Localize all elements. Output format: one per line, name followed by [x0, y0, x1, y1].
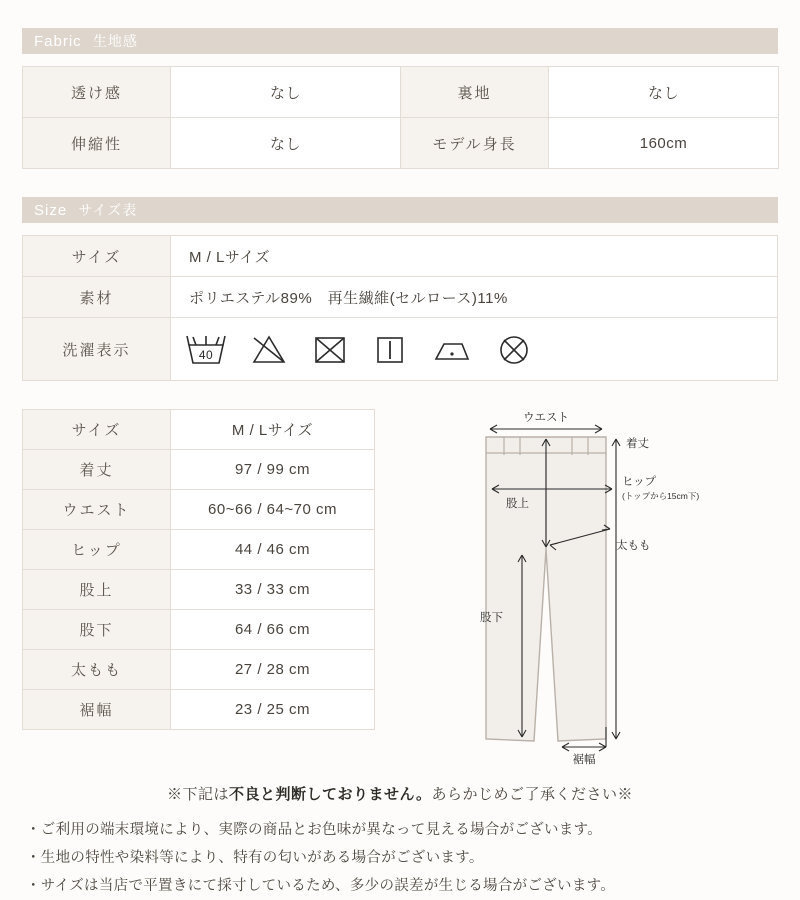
- section-header-size: [22, 197, 778, 223]
- spacer-before-size-header: [22, 169, 778, 197]
- no-tumble-dry-icon: [311, 332, 349, 366]
- table-row: [23, 610, 375, 650]
- spacer-after-fabric-header: [22, 54, 778, 66]
- no-dry-clean-icon: [495, 332, 533, 366]
- table-row: [23, 650, 375, 690]
- spec-label-wash: 洗濯表示: [23, 318, 171, 381]
- iron-low-icon: [431, 332, 473, 366]
- fabric-label-model-height: モデル身長: [401, 118, 549, 169]
- fabric-value-model-height: 160cm: [549, 118, 779, 169]
- meas-label-inseam: 股下: [23, 610, 171, 650]
- spacer-after-size-header: [22, 223, 778, 235]
- spec-label-size: サイズ: [23, 236, 171, 277]
- spec-value-size: M / Lサイズ: [171, 236, 778, 277]
- list-item: ・生地の特性や染料等により、特有の匂いがある場合がございます。: [26, 850, 484, 866]
- table-row: [23, 490, 375, 530]
- list-item: ・サイズは当店で平置きにて採寸しているため、多少の誤差が生じる場合がございます。: [26, 878, 616, 894]
- top-spacer: [22, 0, 778, 28]
- section-header-size-en: Size: [34, 202, 68, 219]
- fabric-label-sheerness: 透け感: [23, 67, 171, 118]
- table-row: [23, 277, 778, 318]
- meas-value-thigh: 27 / 28 cm: [171, 650, 375, 690]
- section-header-size-jp: サイズ表: [78, 202, 138, 218]
- notice-suffix: あらかじめご了承ください※: [431, 786, 633, 803]
- notice-line: [22, 783, 778, 804]
- fabric-label-lining: 裏地: [401, 67, 549, 118]
- meas-label-hem: 裾幅: [23, 690, 171, 730]
- notes-list: [22, 816, 778, 900]
- fabric-value-stretch: なし: [171, 118, 401, 169]
- measurements-and-diagram: [22, 409, 778, 769]
- meas-value-hem: 23 / 25 cm: [171, 690, 375, 730]
- meas-header-label: サイズ: [23, 410, 171, 450]
- wash-icon-group: [185, 332, 773, 366]
- fabric-table: [22, 66, 779, 169]
- spec-table: [22, 235, 778, 381]
- diagram-label-hip-note: (トップから15cm下): [622, 491, 700, 501]
- table-row: [23, 690, 375, 730]
- meas-label-length: 着丈: [23, 450, 171, 490]
- wash-40-icon: [185, 332, 227, 366]
- meas-value-length: 97 / 99 cm: [171, 450, 375, 490]
- table-row: [23, 410, 375, 450]
- meas-label-rise: 股上: [23, 570, 171, 610]
- spec-label-material: 素材: [23, 277, 171, 318]
- table-row: [23, 570, 375, 610]
- table-row: [23, 236, 778, 277]
- meas-value-hip: 44 / 46 cm: [171, 530, 375, 570]
- notice-strong: 不良と判断しておりません。: [229, 786, 432, 803]
- list-item: ・ご利用の端末環境により、実際の商品とお色味が異なって見える場合がございます。: [26, 822, 603, 838]
- measurement-table-wrapper: [22, 409, 374, 730]
- diagram-label-thigh: 太もも: [616, 540, 651, 552]
- table-row: [23, 118, 779, 169]
- section-header-fabric: [22, 28, 778, 54]
- meas-label-thigh: 太もも: [23, 650, 171, 690]
- meas-value-waist: 60~66 / 64~70 cm: [171, 490, 375, 530]
- meas-label-waist: ウエスト: [23, 490, 171, 530]
- diagram-label-hem: 裾幅: [572, 754, 596, 766]
- diagram-label-rise: 股上: [506, 498, 529, 510]
- notice-prefix: ※下記は: [167, 786, 230, 803]
- diagram-label-waist: ウエスト: [523, 412, 569, 424]
- diagram-label-hip: ヒップ: [622, 476, 657, 488]
- meas-header-value: M / Lサイズ: [171, 410, 375, 450]
- section-header-fabric-en: Fabric: [34, 33, 82, 50]
- fabric-value-lining: なし: [549, 67, 779, 118]
- table-row: [23, 67, 779, 118]
- fabric-label-stretch: 伸縮性: [23, 118, 171, 169]
- diagram-label-inseam: 股下: [480, 612, 503, 624]
- drip-dry-shade-icon: [371, 332, 409, 366]
- section-header-fabric-jp: 生地感: [92, 33, 138, 49]
- no-bleach-icon: [249, 332, 289, 366]
- spec-value-wash: [171, 318, 778, 381]
- meas-value-inseam: 64 / 66 cm: [171, 610, 375, 650]
- measurement-table: [22, 409, 375, 730]
- table-row: [23, 318, 778, 381]
- diagram-label-length: 着丈: [626, 438, 649, 450]
- pants-measurement-diagram: [394, 409, 794, 769]
- meas-value-rise: 33 / 33 cm: [171, 570, 375, 610]
- fabric-value-sheerness: なし: [171, 67, 401, 118]
- meas-label-hip: ヒップ: [23, 530, 171, 570]
- table-row: [23, 450, 375, 490]
- table-row: [23, 530, 375, 570]
- spec-value-material: ポリエステル89% 再生繊維(セルロース)11%: [171, 277, 778, 318]
- wash-temp-text: 40: [198, 348, 214, 362]
- spacer-before-measurements: [22, 381, 778, 409]
